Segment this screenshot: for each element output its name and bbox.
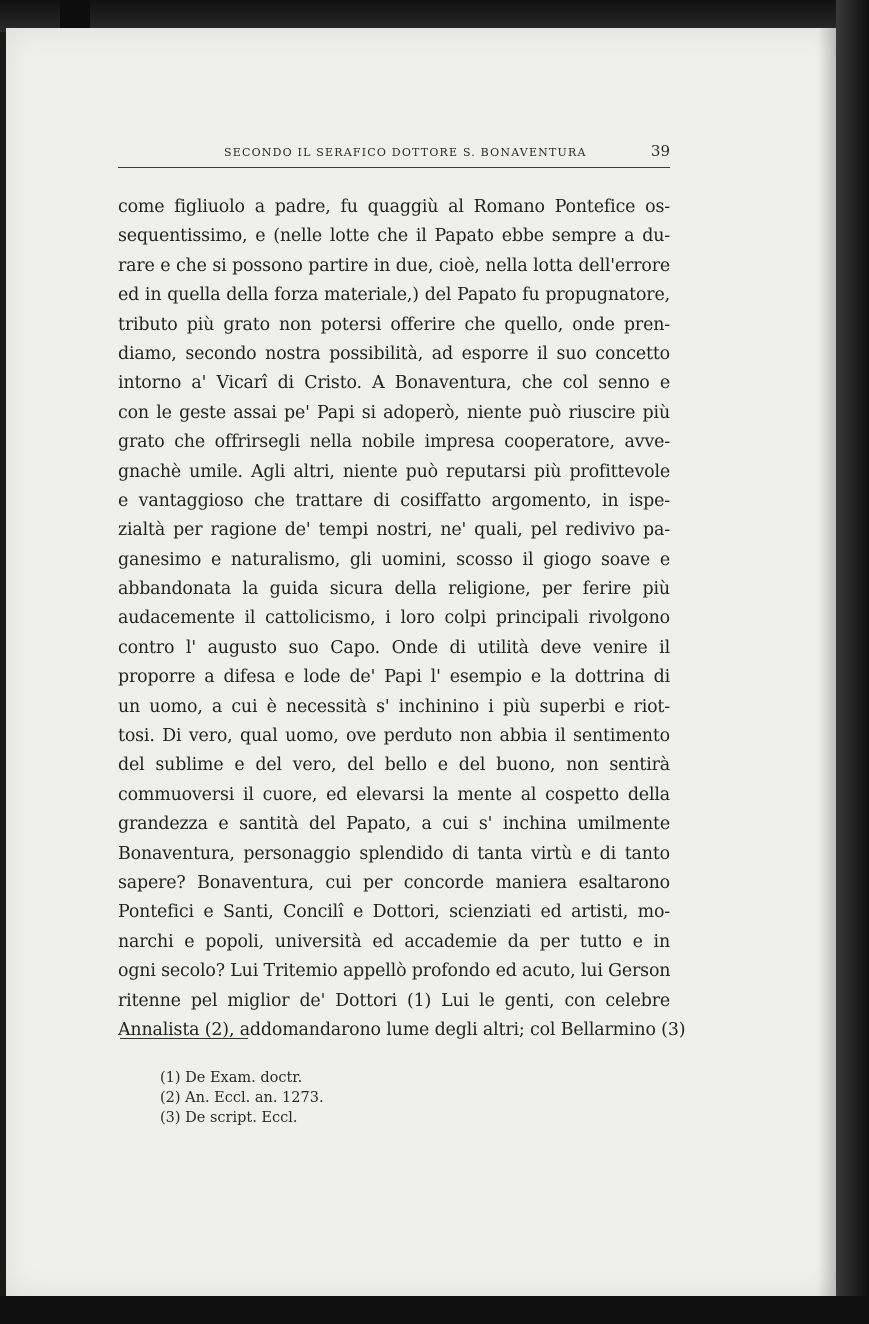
text-line: grandezza e santità del Papato, a cui s' inchina umilmente bbox=[118, 814, 670, 835]
text-line: zialtà per ragione de' tempi nostri, ne' quali, pel redivivo pa- bbox=[118, 520, 670, 541]
footnotes bbox=[160, 1068, 324, 1128]
footnote: (3) De script. Eccl. bbox=[160, 1110, 298, 1126]
text-line: abbandonata la guida sicura della religione, per ferire più bbox=[118, 579, 670, 600]
text-line: e vantaggioso che trattare di cosiffatto argomento, in ispe- bbox=[118, 490, 670, 511]
text-line: Bonaventura, personaggio splendido di tanta virtù e di tanto bbox=[118, 843, 670, 864]
text-line: del sublime e del vero, del bello e del buono, non sentirà bbox=[118, 755, 670, 776]
text-line: grato che offrirsegli nella nobile impresa cooperatore, avve- bbox=[118, 432, 670, 453]
text-line: audacemente il cattolicismo, i loro colpi principali rivolgono bbox=[118, 608, 670, 629]
text-line: proporre a difesa e lode de' Papi l' esempio e la dottrina di bbox=[118, 667, 670, 688]
scan-top-tab bbox=[60, 0, 90, 30]
text-line: ganesimo e naturalismo, gli uomini, scosso il giogo soave e bbox=[118, 549, 670, 570]
header-rule bbox=[118, 167, 670, 168]
page-gutter-shade bbox=[818, 28, 836, 1296]
running-head: SECONDO IL SERAFICO DOTTORE S. BONAVENTURA bbox=[224, 146, 587, 159]
text-line: rare e che si possono partire in due, cioè, nella lotta dell'errore bbox=[118, 255, 670, 276]
text-line: ogni secolo? Lui Tritemio appellò profondo ed acuto, lui Gerson bbox=[118, 961, 671, 982]
text-line: contro l' augusto suo Capo. Onde di utilità deve venire il bbox=[118, 637, 670, 658]
text-line: intorno a' Vicarî di Cristo. A Bonaventura, che col senno e bbox=[118, 373, 670, 394]
text-line: Annalista (2), addomandarono lume degli altri; col Bellarmino (3) bbox=[118, 1019, 686, 1040]
text-line: commuoversi il cuore, ed elevarsi la mente al cospetto della bbox=[118, 784, 670, 805]
footnote-rule bbox=[120, 1038, 248, 1039]
scan-bottom-edge bbox=[0, 1296, 869, 1324]
text-line: gnachè umile. Agli altri, niente può reputarsi più profittevole bbox=[118, 461, 670, 482]
text-line: diamo, secondo nostra possibilità, ad esporre il suo concetto bbox=[118, 343, 670, 364]
page-number: 39 bbox=[650, 142, 670, 160]
text-line: tributo più grato non potersi offerire che quello, onde pren- bbox=[118, 314, 670, 335]
footnote: (2) An. Eccl. an. 1273. bbox=[160, 1090, 324, 1106]
body-text bbox=[118, 193, 686, 1045]
text-line: con le geste assai pe' Papi si adoperò, niente può riuscire più bbox=[118, 402, 670, 423]
text-line: come figliuolo a padre, fu quaggiù al Romano Pontefice os- bbox=[118, 197, 670, 217]
text-line: ed in quella della forza materiale,) del Papato fu propugnatore, bbox=[118, 285, 670, 306]
text-line: un uomo, a cui è necessità s' inchinino i più superbi e riot- bbox=[118, 696, 670, 717]
text-line: sapere? Bonaventura, cui per concorde maniera esaltarono bbox=[118, 872, 670, 893]
scan-right-edge bbox=[836, 0, 869, 1324]
text-line: ritenne pel miglior de' Dottori (1) Lui le genti, con celebre bbox=[118, 990, 670, 1011]
text-line: Pontefici e Santi, Concilî e Dottori, scienziati ed artisti, mo- bbox=[118, 902, 670, 923]
text-line: tosi. Di vero, qual uomo, ove perduto non abbia il sentimento bbox=[118, 726, 670, 747]
footnote: (1) De Exam. doctr. bbox=[160, 1070, 303, 1086]
text-line: sequentissimo, e (nelle lotte che il Papato ebbe sempre a du- bbox=[118, 226, 670, 247]
text-line: narchi e popoli, università ed accademie da per tutto e in bbox=[118, 931, 670, 952]
